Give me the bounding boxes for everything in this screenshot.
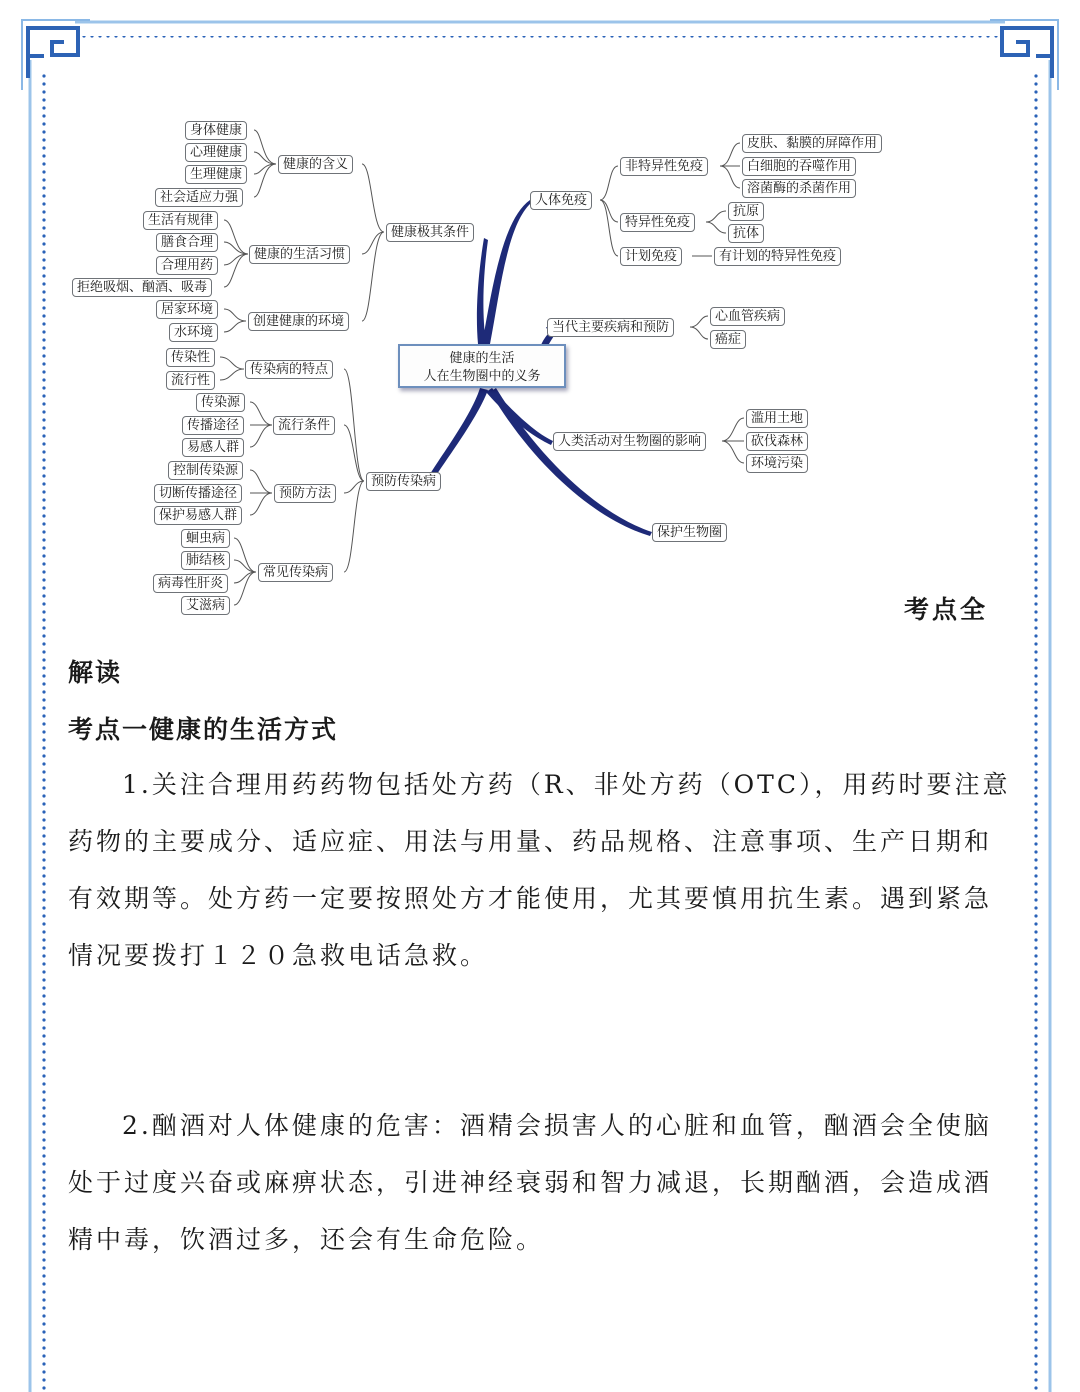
- node-mental-health: 心理健康: [185, 143, 247, 162]
- node-home-env: 居家环境: [156, 300, 218, 319]
- node-land-abuse: 滥用土地: [746, 409, 808, 428]
- node-regular-life: 生活有规律: [143, 211, 218, 230]
- node-epidemic-conditions: 流行条件: [273, 416, 335, 435]
- node-planned-immunity: 计划免疫: [620, 247, 682, 266]
- node-control-source: 控制传染源: [168, 461, 243, 480]
- node-epidemic: 流行性: [166, 371, 215, 390]
- node-refuse-smoking: 拒绝吸烟、酗酒、吸毒: [72, 278, 212, 297]
- node-deforestation: 砍伐森林: [746, 432, 808, 451]
- mindmap-connectors: [0, 0, 1080, 640]
- center-title: 健康的生活: [449, 351, 515, 366]
- node-infection-source: 传染源: [196, 393, 245, 412]
- node-protect-susceptible: 保护易感人群: [154, 506, 242, 525]
- node-reasonable-diet: 膳食合理: [156, 233, 218, 252]
- node-skin-barrier: 皮肤、黏膜的屏障作用: [742, 134, 882, 153]
- node-body-health: 身体健康: [185, 121, 247, 140]
- node-tuberculosis: 肺结核: [181, 551, 230, 570]
- doc-subtitle: 解读: [68, 658, 123, 687]
- node-susceptible: 易感人群: [182, 438, 244, 457]
- node-healthy-habits: 健康的生活习惯: [249, 245, 350, 264]
- node-lysozyme: 溶菌酶的杀菌作用: [742, 179, 856, 198]
- node-cancer: 癌症: [710, 330, 746, 349]
- node-antigen: 抗原: [728, 202, 764, 221]
- node-antibody: 抗体: [728, 224, 764, 243]
- mindmap-central-node: [398, 344, 566, 388]
- node-human-impact: 人类活动对生物圈的影响: [553, 432, 706, 451]
- node-health-meaning: 健康的含义: [278, 155, 353, 174]
- node-physio-health: 生理健康: [185, 165, 247, 184]
- node-reasonable-drug: 合理用药: [156, 256, 218, 275]
- node-planned-specific: 有计划的特异性免疫: [714, 247, 841, 266]
- node-wbc: 白细胞的吞噬作用: [742, 157, 856, 176]
- section-heading: 考点一健康的生活方式: [68, 715, 339, 744]
- node-hepatitis: 病毒性肝炎: [153, 574, 228, 593]
- node-infectious-traits: 传染病的特点: [245, 360, 333, 379]
- paragraph-1: 1.关注合理用药药物包括处方药（R、非处方药（OTC），用药时要注意药物的主要成分、适应症、用法与用量、药品规格、注意事项、生产日期和有效期等。处方药一定要按照处方才能使用，尤其要慎用抗生素。遇到紧急情况要拨打１２０急救电话急救。: [68, 770, 1011, 970]
- node-protect-biosphere: 保护生物圈: [652, 523, 727, 542]
- node-common-infectious: 常见传染病: [258, 563, 333, 582]
- node-nonspecific: 非特异性免疫: [620, 157, 708, 176]
- node-transmission-route: 传播途径: [182, 416, 244, 435]
- node-cut-route: 切断传播途径: [154, 484, 242, 503]
- node-contagious: 传染性: [166, 348, 215, 367]
- node-pollution: 环境污染: [746, 454, 808, 473]
- node-health-conditions: 健康极其条件: [386, 223, 474, 242]
- node-prevent-infectious: 预防传染病: [366, 472, 441, 491]
- node-immunity: 人体免疫: [530, 191, 592, 210]
- node-aids: 艾滋病: [181, 596, 230, 615]
- paragraph-2: 2.酗酒对人体健康的危害：酒精会损害人的心脏和血管，酗酒会全使脑处于过度兴奋或麻痹状态，引进神经衰弱和智力减退，长期酗酒，会造成酒精中毒，饮酒过多，还会有生命危险。: [68, 1111, 993, 1254]
- node-water-env: 水环境: [169, 323, 218, 342]
- node-roundworm: 蛔虫病: [181, 529, 230, 548]
- center-subtitle: 人在生物圈中的义务: [423, 369, 541, 384]
- node-specific: 特异性免疫: [620, 213, 695, 232]
- node-cardio: 心血管疾病: [710, 307, 785, 326]
- node-modern-diseases: 当代主要疾病和预防: [547, 318, 674, 337]
- node-healthy-env: 创建健康的环境: [248, 312, 349, 331]
- node-social-adapt: 社会适应力强: [155, 188, 243, 207]
- side-title: 考点全: [904, 595, 989, 624]
- node-prevention-methods: 预防方法: [274, 484, 336, 503]
